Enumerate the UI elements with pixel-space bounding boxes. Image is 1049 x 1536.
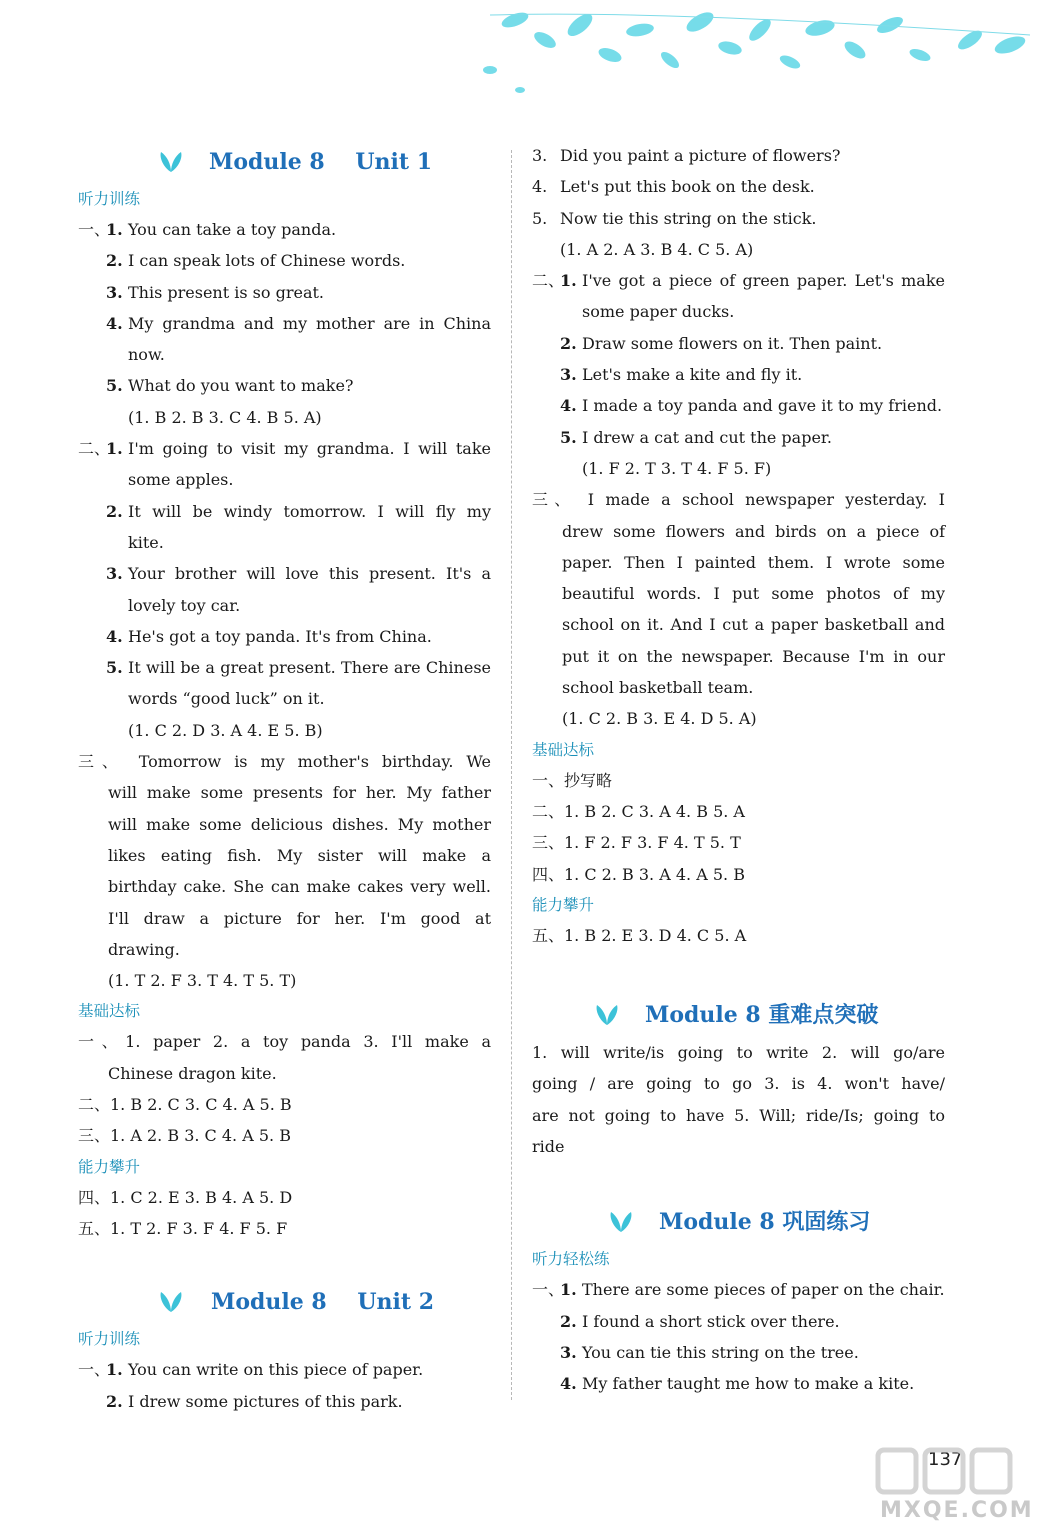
item-number: 2. <box>560 333 577 353</box>
answer-line <box>532 390 947 421</box>
item-text: My grandma and my mother are in China <box>128 313 491 333</box>
item-marker: 二、 <box>532 271 565 291</box>
answer-line: 1. will write/is going to write 2. will go/are <box>532 1043 945 1063</box>
item-text: Your brother will love this present. It's a <box>128 564 491 584</box>
item-text: now. <box>128 345 165 365</box>
ability-answers <box>532 920 947 951</box>
answer-line: 四、1. C 2. E 3. B 4. A 5. D <box>78 1187 293 1207</box>
unit2-listening-part2 <box>532 265 947 484</box>
module-heading-unit2 <box>78 1280 493 1324</box>
item-text: I found a short stick over there. <box>582 1311 840 1331</box>
item-number: 4. <box>560 396 577 416</box>
item-text: some apples. <box>128 470 234 490</box>
answer-line: 四、1. C 2. B 3. A 4. A 5. B <box>532 864 745 884</box>
item-text: It will be windy tomorrow. I will fly my <box>128 501 491 521</box>
section-title: Module 8 巩固练习 <box>659 1209 871 1236</box>
section-label-ability: 能力攀升 <box>532 895 595 914</box>
page-number: 137 <box>928 1449 963 1470</box>
item-text: This present is so great. <box>128 282 325 302</box>
item-text: Let's put this book on the desk. <box>560 177 815 197</box>
item-text: I can speak lots of Chinese words. <box>128 251 406 271</box>
item-text: You can write on this piece of paper. <box>128 1360 424 1380</box>
item-text: lovely toy car. <box>128 595 241 615</box>
item-text: You can tie this string on the tree. <box>582 1342 859 1362</box>
answer-line: 二、1. B 2. C 3. C 4. A 5. B <box>78 1095 292 1115</box>
item-text: words “good luck” on it. <box>128 689 325 709</box>
item-number: 4. <box>106 626 123 646</box>
listening-part3 <box>78 746 493 996</box>
item-number: 4. <box>106 313 123 333</box>
leaves-decoration <box>470 0 1049 110</box>
item-number: 3. <box>560 365 577 385</box>
answer-line <box>532 203 947 234</box>
answer-line <box>78 621 493 652</box>
answer-line <box>78 277 493 308</box>
item-text: You can take a toy panda. <box>128 220 337 239</box>
item-number: 1. <box>106 220 123 239</box>
module-heading-key-points <box>532 993 947 1037</box>
answer-line <box>78 433 493 464</box>
item-text: It will be a great present. There are Chinese <box>128 658 491 678</box>
item-text: (1. C 2. D 3. A 4. E 5. B) <box>128 720 323 740</box>
item-text: Let's make a kite and fly it. <box>582 365 803 385</box>
answer-line <box>532 328 947 359</box>
answer-line <box>78 558 493 589</box>
column-divider <box>511 150 512 1400</box>
item-marker: 一、 <box>532 1280 565 1300</box>
unit2-listening-part1 <box>78 1354 493 1417</box>
paragraph-line: will make some presents for her. My father <box>108 783 491 803</box>
answer-line: 二、1. B 2. C 3. A 4. B 5. A <box>532 801 745 821</box>
paragraph-line: school basketball team. <box>562 678 754 698</box>
answer-line: are not going to have 5. Will; ride/Is; going to <box>532 1105 945 1125</box>
item-number: 3. <box>106 564 123 584</box>
paragraph-line: will make some delicious dishes. My mother <box>108 814 491 834</box>
item-text: (1. F 2. T 3. T 4. F 5. F) <box>582 458 772 478</box>
leaf-icon <box>594 1003 620 1027</box>
answer-line <box>78 308 493 339</box>
answer-line <box>78 339 493 370</box>
answer-line <box>532 171 947 202</box>
answer-line: 五、1. T 2. F 3. F 4. F 5. F <box>78 1218 288 1238</box>
item-text: I'm going to visit my grandma. I will take <box>128 439 491 459</box>
item-marker: 5. <box>532 208 548 228</box>
item-marker: 二、 <box>78 439 111 459</box>
item-text: some paper ducks. <box>582 302 735 322</box>
paragraph-line: school on it. And I cut a paper basketball and <box>562 615 945 635</box>
item-text: There are some pieces of paper on the chair. <box>582 1280 945 1300</box>
section-label-listening: 听力训练 <box>78 190 141 208</box>
paragraph-line: (1. C 2. B 3. E 4. D 5. A) <box>562 709 757 729</box>
item-number: 3. <box>106 282 123 302</box>
paragraph-line: (1. T 2. F 3. T 4. T 5. T) <box>108 971 297 991</box>
answer-line <box>532 453 947 484</box>
paragraph-line: drawing. <box>108 939 180 959</box>
paragraph-line: 三、 I made a school newspaper yesterday. I <box>532 490 945 510</box>
item-number: 1. <box>560 271 577 291</box>
answer-line <box>78 245 493 276</box>
page-title: Module 8 Unit 1 <box>209 149 433 175</box>
item-number: 1. <box>560 1280 577 1300</box>
item-number: 1. <box>106 439 123 459</box>
leaf-icon <box>158 1290 184 1314</box>
item-text: What do you want to make? <box>128 376 354 396</box>
answer-line <box>78 527 493 558</box>
review-listening-part1 <box>532 1274 947 1399</box>
section-label-ability: 能力攀升 <box>78 1157 141 1176</box>
answer-line: 三、1. A 2. B 3. C 4. A 5. B <box>78 1126 291 1146</box>
item-marker: 4. <box>532 177 548 197</box>
answer-line <box>78 464 493 495</box>
section-label-easy-listening: 听力轻松练 <box>532 1250 610 1269</box>
paragraph-line: I'll draw a picture for her. I'm good at <box>108 908 491 928</box>
item-text: Draw some flowers on it. Then paint. <box>582 333 883 353</box>
answer-line <box>532 1368 947 1399</box>
item-text: I've got a piece of green paper. Let's make <box>582 271 945 291</box>
basic-answers <box>78 1026 493 1151</box>
item-number: 5. <box>106 658 123 678</box>
answer-line <box>78 1354 493 1385</box>
item-number: 5. <box>106 376 123 396</box>
item-text: I drew some pictures of this park. <box>128 1391 403 1411</box>
answer-line <box>532 140 947 171</box>
item-text: kite. <box>128 532 164 552</box>
answer-line <box>532 1337 947 1368</box>
paragraph-line: put it on the newspaper. Because I'm in our <box>562 646 945 666</box>
section-title: Module 8 Unit 2 <box>211 1289 435 1316</box>
basic-answers <box>532 765 947 890</box>
ability-answers <box>78 1182 493 1245</box>
section-label-basic: 基础达标 <box>532 740 595 759</box>
paragraph-line: likes eating fish. My sister will make a <box>108 845 491 865</box>
item-marker: 一、 <box>78 220 111 239</box>
item-text: (1. B 2. B 3. C 4. B 5. A) <box>128 407 322 427</box>
item-number: 4. <box>560 1374 577 1394</box>
answer-line <box>78 370 493 401</box>
paragraph-line: 三、 Tomorrow is my mother's birthday. We <box>78 752 491 772</box>
answer-line: 五、1. B 2. E 3. D 4. C 5. A <box>532 925 747 945</box>
answer-line <box>78 715 493 746</box>
answer-line <box>78 496 493 527</box>
answer-line: 三、1. F 2. F 3. F 4. T 5. T <box>532 833 741 853</box>
unit2-listening-part3 <box>532 484 947 734</box>
answer-line: 一、抄写略 <box>532 770 613 790</box>
right-column <box>532 140 947 1400</box>
answer-line <box>78 652 493 683</box>
answer-line <box>532 296 947 327</box>
answer-line <box>532 422 947 453</box>
item-number: 1. <box>106 1360 123 1380</box>
item-marker: 3. <box>532 146 548 165</box>
left-column <box>78 140 493 1417</box>
item-number: 2. <box>106 251 123 271</box>
answer-line: Chinese dragon kite. <box>108 1063 277 1083</box>
key-points-answers <box>532 1037 947 1162</box>
paragraph-line: paper. Then I painted them. I wrote some <box>562 552 945 572</box>
module-heading-unit1 <box>78 140 493 184</box>
leaf-icon <box>158 150 184 174</box>
unit2-listening-part1-cont <box>532 140 947 265</box>
leaf-icon <box>608 1210 634 1234</box>
answer-line <box>78 214 493 245</box>
paragraph-line: drew some flowers and birds on a piece of <box>562 521 945 541</box>
paragraph-line: beautiful words. I put some photos of my <box>562 584 945 604</box>
answer-line: going / are going to go 3. is 4. won't have/ <box>532 1074 945 1094</box>
answer-line <box>532 1274 947 1305</box>
item-number: 3. <box>560 1342 577 1362</box>
answer-line <box>532 359 947 390</box>
paragraph-line: birthday cake. She can make cakes very well. <box>108 877 491 897</box>
section-label-listening: 听力训练 <box>78 1330 141 1349</box>
item-text: My father taught me how to make a kite. <box>582 1374 915 1394</box>
listening-part2 <box>78 433 493 746</box>
answer-line <box>78 590 493 621</box>
section-label-basic: 基础达标 <box>78 1002 141 1021</box>
item-text: I drew a cat and cut the paper. <box>582 427 832 447</box>
item-text: He's got a toy panda. It's from China. <box>128 626 432 646</box>
answer-line <box>532 1306 947 1337</box>
item-number: 2. <box>560 1311 577 1331</box>
item-marker: 一、 <box>78 1360 111 1380</box>
module-heading-review <box>532 1200 947 1244</box>
item-text: Did you paint a picture of flowers? <box>560 146 841 165</box>
answer-line: 一、1. paper 2. a toy panda 3. I'll make a <box>78 1032 491 1052</box>
watermark-text: MXQE.COM <box>880 1498 1034 1523</box>
item-number: 2. <box>106 501 123 521</box>
listening-part1 <box>78 214 493 433</box>
answer-line <box>78 683 493 714</box>
answer-line <box>78 402 493 433</box>
item-text: Now tie this string on the stick. <box>560 208 817 228</box>
item-number: 5. <box>560 427 577 447</box>
answer-line <box>532 265 947 296</box>
item-number: 2. <box>106 1391 123 1411</box>
section-title: Module 8 重难点突破 <box>645 1002 879 1029</box>
answer-line <box>78 1386 493 1417</box>
item-text: (1. A 2. A 3. B 4. C 5. A) <box>560 239 754 259</box>
item-text: I made a toy panda and gave it to my friend. <box>582 396 943 416</box>
answer-line: ride <box>532 1137 565 1157</box>
answer-line <box>532 234 947 265</box>
